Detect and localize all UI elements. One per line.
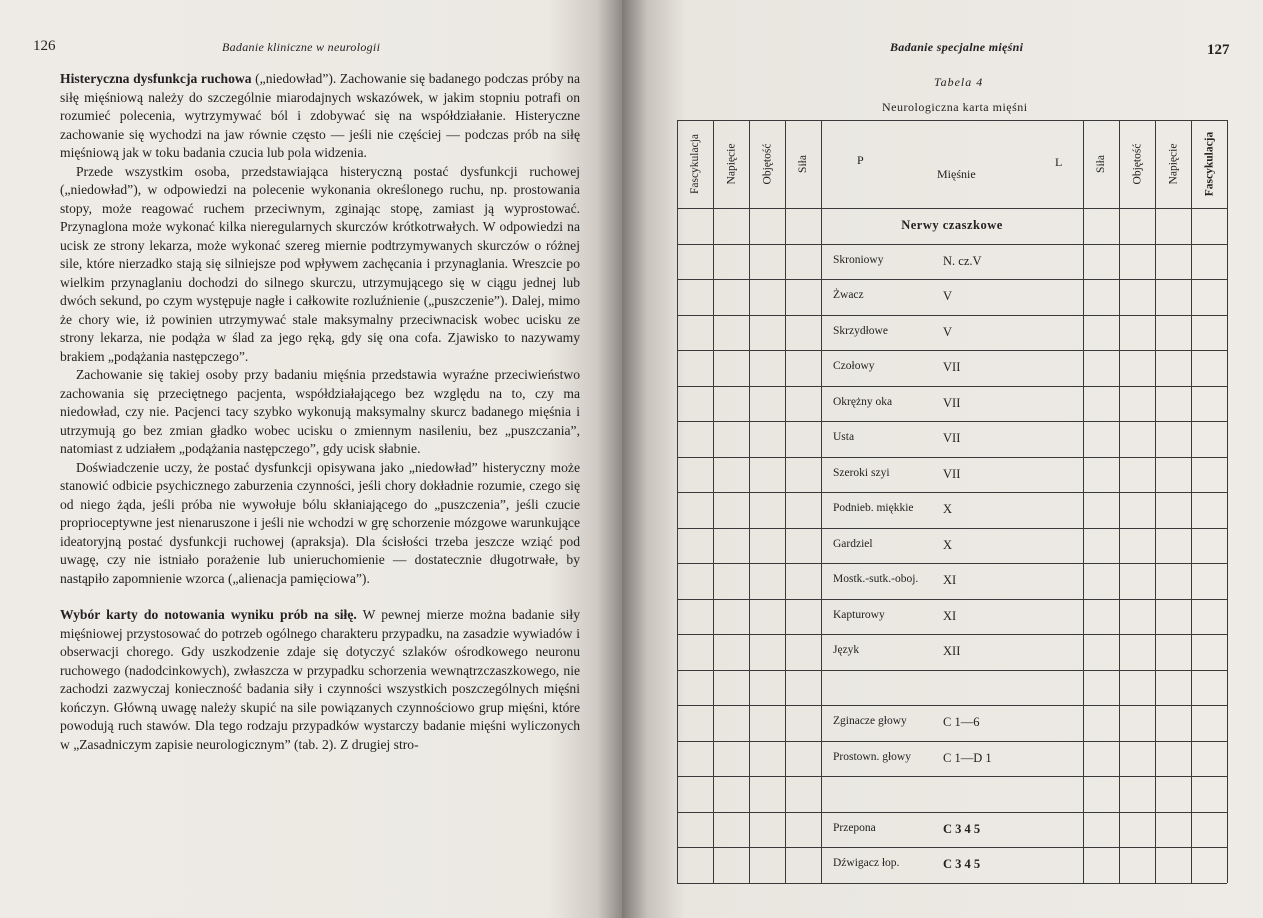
table-row — [821, 776, 1083, 812]
header-sila-right: Siła — [1094, 155, 1107, 173]
nerve-label: C 1—6 — [943, 715, 980, 729]
table-row — [821, 350, 1083, 386]
header-napiecie-left: Napięcie — [725, 143, 737, 185]
table-row-line — [677, 705, 1227, 706]
nerve-label: VII — [943, 395, 961, 410]
running-head-left: Badanie kliniczne w neurologii — [222, 40, 381, 54]
paragraph-heading: Wybór karty do notowania wyniku prób na siłę. — [60, 607, 357, 622]
table-row — [821, 563, 1083, 599]
muscle-name: Prostown. głowy — [833, 750, 911, 763]
table-row-line — [677, 776, 1227, 777]
nerve-label: C 3 4 5 — [943, 857, 981, 871]
muscle-name: Skrzydłowe — [833, 324, 888, 337]
paragraph-hysterical-dysfunction — [60, 70, 580, 163]
header-l: L — [1055, 155, 1063, 169]
table-column-line — [1119, 120, 1120, 883]
nerve-label: XII — [943, 644, 961, 658]
table-column-line — [749, 120, 750, 883]
paragraph-card-selection — [60, 606, 580, 754]
table-column-line — [677, 120, 678, 883]
muscle-name: Okrężny oka — [833, 395, 893, 408]
paragraph: Zachowanie się takiej osoby przy badaniu mięśnia przedstawia wyraźne przeciwieństwo zachowania się przeciętnego pacjenta, współdziałającego bez względu na to, czy ma niedowład, czy nie. Pacjenci tacy szybko wykonują maksymalny skurcz badanego mięśnia i utrzymują go bez zmian gładko wobec ucisku o zmiennym nasileniu, bez „puszczania”, natomiast z udziałem „podążania następczego”, gdy ucisk słabnie. — [60, 367, 580, 456]
nerve-label: VII — [943, 431, 961, 445]
running-head-right: Badanie specjalne mięśni — [890, 40, 1024, 54]
table-row — [821, 670, 1083, 706]
muscle-name: Skroniowy — [833, 253, 884, 266]
header-sila-left: Siła — [796, 155, 809, 173]
table-column-line — [785, 120, 786, 883]
muscle-name: Czołowy — [833, 360, 875, 372]
muscle-name: Gardziel — [833, 537, 873, 550]
nerve-label: VII — [943, 360, 961, 374]
table-column-line — [713, 120, 714, 883]
table-row-line — [677, 492, 1227, 493]
table-row-line — [677, 847, 1227, 848]
paragraph-heading: Histeryczna dysfunkcja ruchowa — [60, 71, 252, 86]
right-page — [622, 0, 1263, 918]
muscle-name: Podnieb. miękkie — [833, 502, 914, 514]
muscle-name: Przepona — [833, 821, 876, 834]
nerve-label: C 1—D 1 — [943, 750, 992, 765]
nerve-label: XI — [943, 573, 957, 587]
table-row — [821, 244, 1083, 280]
muscle-name: Mostk.-sutk.-oboj. — [833, 573, 919, 585]
muscle-name: Szeroki szyi — [833, 466, 890, 479]
table-row — [821, 634, 1083, 670]
muscle-name: Żwacz — [833, 289, 864, 301]
table-row-line — [677, 279, 1227, 280]
table-row — [821, 421, 1083, 457]
nerve-label: X — [943, 537, 953, 552]
table-row — [821, 386, 1083, 422]
muscle-name: Język — [833, 644, 860, 656]
table-border-top — [677, 120, 1227, 121]
nerve-label: N. cz.V — [943, 253, 982, 268]
table-row-line — [677, 244, 1227, 245]
left-page — [0, 0, 622, 918]
header-fascykulacja-left: Fascykulacja — [689, 133, 702, 195]
nerve-label: V — [943, 289, 953, 303]
paragraph: Przede wszystkim osoba, przedstawiająca histeryczną postać dysfunkcji ruchowej („niedowład”), w odpowiedzi na polecenie wykonania określonego ruchu, np. prostowania stopy, może reagować ruchem przeciwnym, zginając stopę, zamiast ją wyprostować. Przynaglona może wykonać kilka nieregularnych skurczów krótkotrwałych. W odpowiedzi na ucisk ze strony lekarza, może wykonać szereg miernie podtrzymywanych skurczów o różnej sile, które nierzadko stają się silniejsze pod wpływem zachęcania i przynaglania. Wreszcie po wielkim przynaglaniu dochodzi do silnego skurczu, utrzymującego się w ciągu jednej lub dwóch sekund, po czym występuje nagłe i całkowite rozluźnienie („puszczenie”). Dalej, mimo że chory wie, iż powinien utrzymywać stale maksymalny przeciwnacisk wobec ucisku ze strony lekarza, nie podąża w ślad za jego ręką, gdy się ona cofa. Zjawisko to nazywamy brakiem „podążania następczego”. — [60, 163, 580, 364]
table-row — [821, 599, 1083, 635]
paragraph-body: W pewnej mierze można badanie siły mięśniowej przystosować do potrzeb ogólnego charakteru przypadku, na zasadzie wywiadów i obserwacji chorego. Gdy uszkodzenie zdaje się dotyczyć szlaków ośrodkowego neuronu ruchowego (nadodcinkowych), zwłaszcza w przypadku schorzenia wewnątrzczaszkowego, nie zachodzi zazwyczaj konieczność badania siły i czynności wszystkich poszczególnych mięśni kończyn. Główną uwagę należy skupić na sile powiązanych czynnościowo grup mięśni, które powodują ruch stawów. Dla tego rodzaju przypadków wystarczy badanie mięśni wyliczonych w „Zasadniczym zapisie neurologicznym” (tab. 2). Z drugiej stro- — [60, 607, 580, 752]
table-row-line — [677, 350, 1227, 351]
table-row — [821, 705, 1083, 741]
table-row-line — [677, 315, 1227, 316]
table-row-line — [677, 528, 1227, 529]
table-row — [821, 847, 1083, 883]
table-row — [821, 812, 1083, 848]
table-row — [821, 741, 1083, 777]
table-title: Neurologiczna karta mięśni — [882, 100, 1028, 114]
table-row — [821, 279, 1083, 315]
table-column-line — [821, 120, 822, 883]
table-row — [821, 528, 1083, 564]
table-row-line — [677, 883, 1227, 884]
muscle-name: Usta — [833, 431, 855, 443]
nerve-label: V — [943, 324, 953, 339]
page-number-left: 126 — [33, 38, 56, 54]
table-row-line — [677, 386, 1227, 387]
header-objetosc-right: Objętość — [1131, 143, 1144, 185]
body-text — [60, 70, 580, 754]
muscle-name: Kapturowy — [833, 608, 885, 621]
muscle-name: Zginacze głowy — [833, 715, 907, 727]
table-row-line — [677, 812, 1227, 813]
nerve-label: VII — [943, 466, 961, 481]
paragraph-body: („niedowład”). Zachowanie się badanego podczas próby na siłę mięśniową należy do szczególnie miarodajnych wskazówek, w jakim stopniu potrafi on rozumieć polecenia, wytrzymywać ból i zdobywać się na współdziałanie. Histeryczne zachowanie się wychodzi na jaw równie często — jeśli nie częściej — podczas prób na siłę mięśniową jak w toku badania czucia lub pola widzenia. — [60, 71, 580, 160]
header-p: P — [857, 153, 864, 167]
table-row-line — [677, 208, 1227, 209]
header-muscles: Mięśnie — [937, 167, 976, 181]
page-number-right: 127 — [1207, 42, 1230, 58]
table-row-line — [677, 599, 1227, 600]
muscle-name: Dźwigacz łop. — [833, 857, 900, 869]
header-fascykulacja-right: Fascykulacja — [1203, 131, 1215, 197]
paragraph: Doświadczenie uczy, że postać dysfunkcji opisywana jako „niedowład” histeryczny może stanowić odbicie psychicznego zaburzenia czynności, jeśli chory dokładnie rozumie, czego się od niego żąda, jeśli próba nie wywołuje bólu skłaniającego do „puszczenia”, jeśli czucie proprioceptywne jest nienaruszone i jeśli nie wchodzi w grę schorzenie mózgowe warunkujące ideatoryjną postać dysfunkcji ruchowej (apraksja). Dla ścisłości trzeba jeszcze wziąć pod uwagę, czy nie istniało porażenie lub unieruchomienie — dostatecznie długotrwałe, by nastąpiło zapomnienie wzorca („alienacja pamięciowa”). — [60, 459, 580, 586]
muscle-name: Nerwy czaszkowe — [901, 218, 1003, 232]
table-column-line — [1227, 120, 1228, 883]
table-column-line — [1155, 120, 1156, 883]
table-column-line — [1191, 120, 1192, 883]
table-section-header — [821, 208, 1083, 244]
table-row-line — [677, 563, 1227, 564]
table-row — [821, 315, 1083, 351]
table-row-line — [677, 421, 1227, 422]
nerve-label: C 3 4 5 — [943, 821, 981, 836]
table-row — [821, 492, 1083, 528]
muscle-chart-table — [677, 120, 1257, 876]
table-row-line — [677, 670, 1227, 671]
header-napiecie-right: Napięcie — [1167, 143, 1179, 185]
header-objetosc-left: Objętość — [761, 143, 774, 185]
table-row-line — [677, 457, 1227, 458]
table-column-line — [1083, 120, 1084, 883]
nerve-label: X — [943, 502, 953, 516]
table-row — [821, 457, 1083, 493]
table-caption: Tabela 4 — [934, 75, 984, 89]
table-row-line — [677, 634, 1227, 635]
table-row-line — [677, 741, 1227, 742]
nerve-label: XI — [943, 608, 957, 623]
